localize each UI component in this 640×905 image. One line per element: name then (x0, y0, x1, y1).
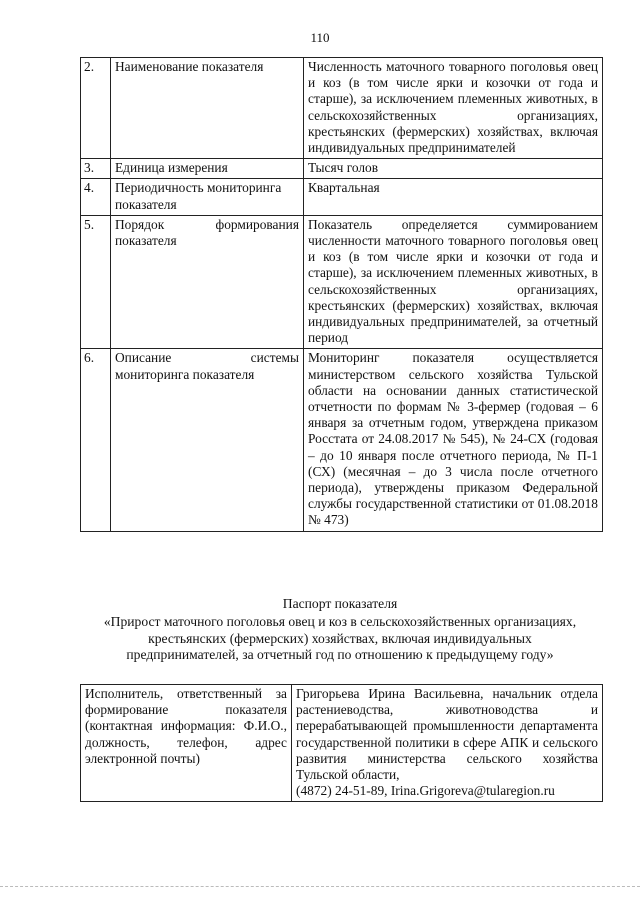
passport-title: Паспорт показателя (282, 596, 398, 611)
table-row (81, 179, 603, 215)
row-value: Численность маточного товарного поголовья овец и коз (в том числе ярки и козочки от года и старше), за исключением племенных животных, в сельскохозяйственных организациях, крестьянских (фермерских) хозяйствах, включая индивидуальных предпринимателей (304, 58, 603, 159)
row-number: 6. (81, 349, 111, 531)
row-value: Тысяч голов (304, 159, 603, 179)
footer-divider (0, 886, 640, 887)
table-row (81, 215, 603, 349)
table-row (81, 58, 603, 159)
passport-heading (100, 596, 580, 664)
row-label: Порядок формирования показателя (111, 215, 304, 349)
row-number: 4. (81, 179, 111, 215)
row-number: 5. (81, 215, 111, 349)
row-number: 3. (81, 159, 111, 179)
row-label: Единица измерения (111, 159, 304, 179)
page-number: 110 (310, 30, 330, 45)
row-value: Показатель определяется суммированием численности маточного товарного поголовья овец и коз (в том числе ярки и козочки от года и старше), за исключением племенных животных, в сельскохозяйственных организациях, крестьянских (фермерских) хозяйствах, включая индивидуальных предпринимателей, за отчетный период (304, 215, 603, 349)
table-row (81, 349, 603, 531)
executor-value-cell (292, 685, 603, 802)
executor-table (80, 684, 603, 802)
row-value: Квартальная (304, 179, 603, 215)
passport-subtitle: «Прирост маточного поголовья овец и коз в сельскохозяйственных организациях, крестьянских (фермерских) хозяйствах, включая индивидуальных предпринимателей, за отчетный год по отношению к предыдущему году» (103, 614, 577, 663)
executor-value: Григорьева Ирина Васильевна, начальник отдела растениеводства, животноводства и перерабатывающей промышленности департамента государственной политики в сфере АПК и сельского развития министерства сельского хозяйства Тульской области, (296, 686, 598, 783)
row-label: Периодичность мониторинга показателя (111, 179, 304, 215)
indicator-table (80, 57, 603, 532)
row-number: 2. (81, 58, 111, 159)
row-label: Наименование показателя (111, 58, 304, 159)
executor-label: Исполнитель, ответственный за формирование показателя (контактная информация: Ф.И.О., должность, телефон, адрес электронной почты) (81, 685, 292, 802)
row-value: Мониторинг показателя осуществляется министерством сельского хозяйства Тульской области на основании данных статистической отчетности по формам № 3-фермер (годовая – 6 января за отчетным годом, утверждена приказом Росстата от 24.08.2017 № 545), № 24-СХ (годовая – до 10 января после отчетного периода, № П-1 (СХ) (месячная – до 3 числа после отчетного периода), утверждены приказом Федеральной службы государственной статистики от 01.08.2018 № 473) (304, 349, 603, 531)
executor-contact: (4872) 24-51-89, Irina.Grigoreva@tularegion.ru (296, 783, 555, 799)
table-row (81, 159, 603, 179)
row-label: Описание системы мониторинга показателя (111, 349, 304, 531)
table-row (81, 685, 603, 802)
